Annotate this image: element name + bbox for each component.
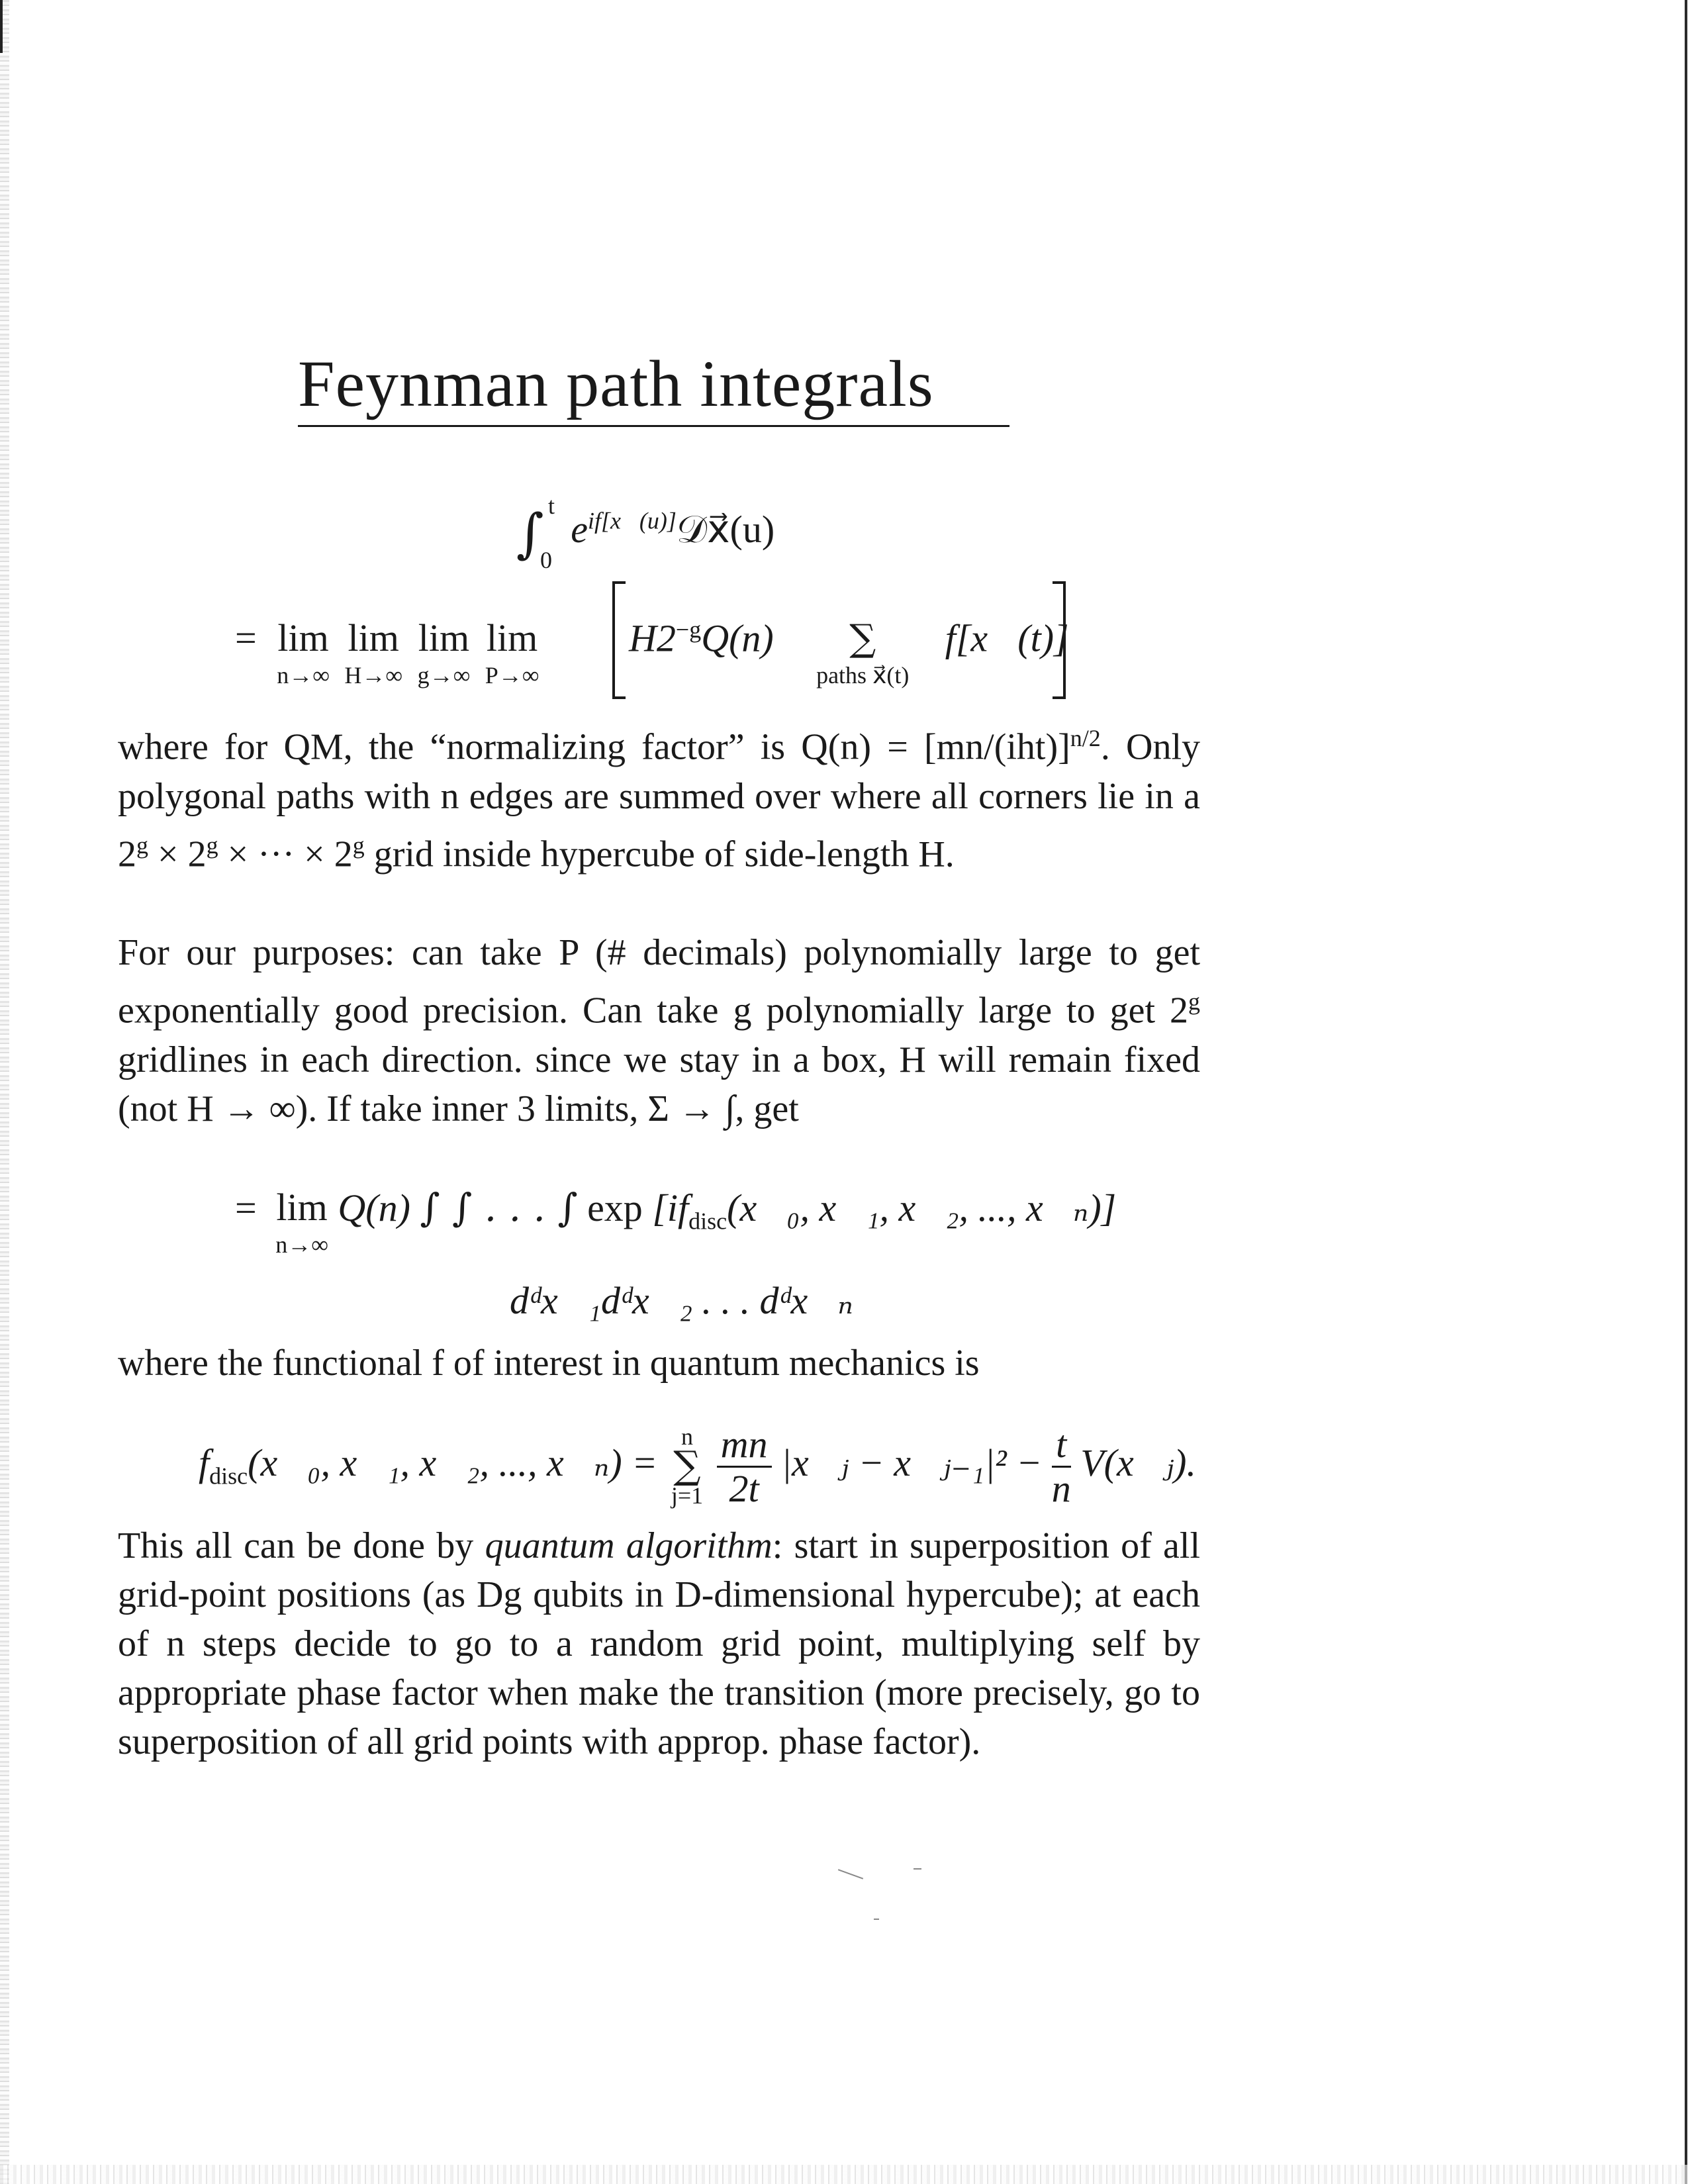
scan-speck [914, 1868, 921, 1870]
limit-n: lim $^{n\to\infty}$ [277, 616, 330, 688]
paragraph-purposes: For our purposes: can take P (# decimals) polynomially large to get exponentially good precision. Can take g polynomially large to get 2$^g$ gridlines in each direction. since we stay in a box, H will remain fixed (not H → ∞). If take inner 3 limits, Σ → ∫, get [118, 932, 1200, 1129]
limit-h: lim $^{H\to\infty}$ [344, 616, 403, 688]
scan-speck [838, 1869, 863, 1879]
fraction-t-n: $\frac{t}{n}$ [1051, 1423, 1071, 1510]
left-bracket [612, 581, 626, 699]
scan-mark-top-left [0, 0, 3, 53]
equation-limits [235, 616, 539, 704]
integrand: 𝒟x⃗(u) [676, 508, 775, 551]
limit-p: lim $^{P\to\infty}$ [485, 616, 539, 688]
integral-lower: 0 [540, 547, 552, 573]
equation-functional: $f_{disc}(x⃗_0$, x⃗₁, x⃗₂, ..., x⃗ₙ) = n ∑ j=1 $\frac{mn}{2t}$ |x⃗ⱼ − x⃗ⱼ₋₁|² − $\frac{t}{n}$ V(x⃗ⱼ). [199, 1423, 1196, 1510]
integral-sign: ∫ [516, 502, 544, 564]
paragraph-normalizing-factor: where for QM, the “normalizing factor” is $Q(n) = [mn/(iht)]^{n/2}$. Only polygonal paths with n edges are summed over where all corners lie in a $2^g \times 2^g$ × ··· × $2^g$ grid inside hypercube of side-length H. [118, 725, 1200, 875]
sum-j: n ∑ j=1 [671, 1423, 704, 1509]
scan-edge-right [1685, 0, 1687, 2184]
equation-path-integral: ∫ t 0 $e^{if[x⃗(u)]}𝒟x⃗(u)$ [516, 493, 775, 573]
page-title: Feynman path integrals [298, 344, 1009, 427]
paragraph-quantum-algorithm: This all can be done by quantum algorithm: start in superposition of all grid-point positions (as Dg qubits in D-dimensional hypercube); at each of n steps decide to go to a random grid point, multiplying self by appropriate phase factor when make the transition (more precisely, go to superposition of all grid points with approp. phase factor). [118, 1525, 1201, 1762]
equation-differentials: dᵈx⃗₁dᵈx⃗₂ . . . dᵈx⃗ₙ [510, 1279, 853, 1322]
sum-over-paths: ∑ $^{paths x⃗(t)}$ [816, 617, 910, 688]
scan-edge-bottom [0, 2165, 1688, 2184]
equals-sign: = [235, 616, 257, 659]
right-bracket [1053, 581, 1066, 699]
paragraph-functional: where the functional f of interest in quantum mechanics is [118, 1343, 980, 1384]
integral-upper: t [548, 493, 555, 519]
bracket-content: $H2^{-g}Q(n)$ ∑ $^{paths x⃗(t)}$ f[x⃗(t)] [629, 616, 1069, 704]
limit-n-eq2: lim $^{n\to\infty}$ [275, 1186, 328, 1258]
equation-discrete-integral: = lim $^{n\to\infty}$ Q(n) ∫ ∫ . . . ∫ $\exp [if_{disc}(x⃗_0$, x⃗₁, x⃗₂, ..., x⃗ₙ)] [235, 1185, 1116, 1274]
scan-speck [874, 1919, 879, 1920]
emphasis-quantum-algorithm: quantum algorithm [485, 1525, 773, 1566]
limit-g: lim $^{g\to\infty}$ [417, 616, 471, 688]
multiple-integrals: ∫ ∫ . . . ∫ [420, 1185, 578, 1230]
scan-edge-left [0, 0, 9, 2184]
fraction-mn-2t: $\frac{mn}{2t}$ [717, 1423, 772, 1510]
exponent: if[x⃗(u)] [587, 507, 677, 534]
